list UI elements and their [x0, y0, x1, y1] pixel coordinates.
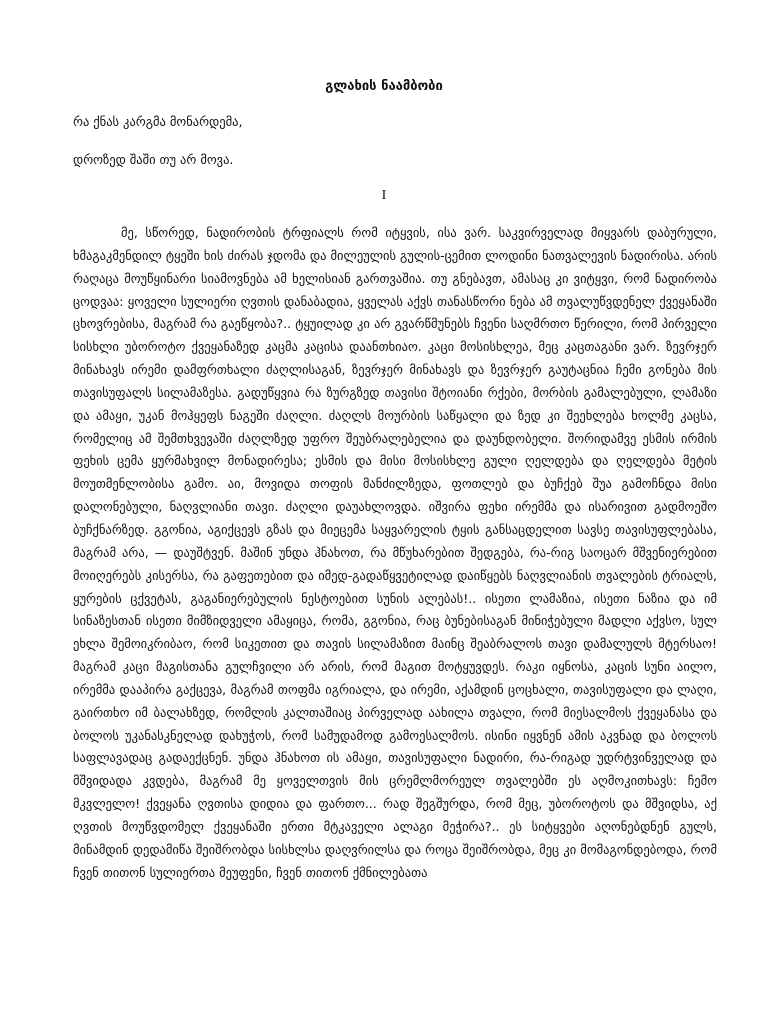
body-paragraph: მე, სწორედ, ნადირობის ტრფიალს რომ იტყვის, ისა ვარ. საკვირველად მიყვარს დაბურული, ხმაგაკმენდილ ტყეში ხის ძირას ჯდომა და მილეულის გულის-ცემით ლოდინი ნათვალევის ნადირისა. არის რაღაცა მოუწყინარი სიამოვნება ამ ხელისიან გართვაშია. თუ გნებავთ, ამასაც კი ვიტყვი, რომ ნადირობა ცოდვაა: ყოველი სულიერი ღვთის დანაბადია, ყველას აქვს თანასწორი ნება ამ თვალუწვდენელ ქვეყანაში ცხოვრებისა, მაგრამ რა გაეწყობა?.. ტყუილად კი არ გვარწმუნებს ჩვენი საღმრთო წერილი, რომ პირველი სისხლი უბოროტო ქვეყანაზედ კაცმა კაცისა დაანთხიაო. კაცი მოსისხლეა, მეც კაცთაგანი ვარ. ზევრჯერ მინახავს ირემი დამფრთხალი ძაღლისაგან, ზევრჯერ მინახავს და ზევრჯერ გაუტაცნია ჩემი გონება მის თავისუფალს სილამაზესა. გადუწყვია რა ზურგზედ თავისი შტოიანი რქები, მორბის გამალებული, ლამაზი და ამაყი, უკან მოჰყეფს ნაგეში ძაღლი. ძაღლს მოურბის საწყალი და ზედ კი შეეხლება ხოლმე კაცსა, რომელიც ამ შემთხვევაში ძაღლზედ უფრო შეუბრალებელია და დაუნდობელი. შორიდამვე ესმის ირმის ფეხის ცემა ყურმახვილ მონადირესა; ესმის და მისი მოსისხლე გული ღელდება და ღელდება მეტის მოუთმენლობისა გამო. აი, მოვიდა თოფის მანძილზედა, ფოთლებ და ბუჩქებ შუა გამოჩნდა მისი დალონებული, ნაღვლიანი თავი. ძაღლი დაუახლოვდა. იშვირა ფეხი ირემმა და ისარივით გადმოეშო ბუჩქნარზედ. გგონია, აგიქცევს გზას და მიეცემა საყვარელის ტყის განსაცდელით სავსე თავისუფლებასა, მაგრამ არა, — დაუშტვენ. მაშინ უნდა ჰნახოთ, რა მწუხარებით შედგება, რა-რიგ საოცარ მშვენიერებით მოიღერებს კისერსა, რა გაფეთებით და იმედ-გადაწყვეტილად დაიწყებს ნაღვლიანის თვალების ტრიალს, ყურების ცქვეტას, გაგანიერებულის ნესტოებით სუნის ალებას!.. ისეთი ლამაზია, ისეთი ნაზია და იმ სინაზესთან ისეთი მიმზიდველი ამაყიცა, რომა, გგონია, რაც ბუნებისაგან მინიჭებული მადლი აქვსო, სულ ეხლა შემოიკრიბაო, რომ სიკეთით და თავის სილამაზით მაინც შეაბრალოს თავი დამალულს მტერსაო! მაგრამ კაცი მაგისთანა გულჩვილი არ არის, რომ მაგით მოტყუვდეს. რაკი იყნოსა, კაცის სუნი აილო, ირემმა დააპირა გაქცევა, მაგრამ თოფმა იგრიალა, და ირემი, აქამდინ ცოცხალი, თავისუფალი და ლაღი, გაირთხო იმ ბალახზედ, რომლის კალთაშიაც პირველად აახილა თვალი, რომ მიესალმოს ქვეყანასა და ბოლოს უკანასკნელად დახუჭოს, რომ სამუდამოდ გამოესალმოს. ისინი იყვნენ ამის აკვნად და ბოლოს საფლავადაც გადაექცნენ. უნდა ჰნახოთ ის ამაყი, თავისუფალი ნადირი, რა-რიგად უდრტვინველად და მშვიდადა კვდება, მაგრამ მე ყოველთვის მის ცრემლმორეულ თვალებში ეს აღმოკითხავს: ჩემო მკვლელო! ქვეყანა ღვთისა დიდია და ფართო... რად შეგშურდა, რომ მეც, უბოროტოს და მშვიდსა, აქ ღვთის მოუწვდომელ ქვეყანაში ერთი მტკაველი ალაგი მეჭირა?.. ეს სიტყვები აღონებდნენ გულს, მინამდინ დედამიწა შეიშრობდა სისხლსა დაღვრილსა და როცა შეიშრობდა, მეც კი მომაგონდებოდა, რომ ჩვენ თითონ სულიერთა მეუფენი, ჩვენ თითონ ქმნილებათა	[73, 225, 717, 880]
chapter-number: I	[381, 188, 387, 203]
epigraph-line-2: დროზედ შაში თუ არ მოვა.	[73, 152, 234, 167]
epigraph-line-1: რა ქნას კარგმა მონარდემა,	[73, 114, 243, 129]
document-title: გლახის ნაამბობი	[325, 79, 443, 94]
